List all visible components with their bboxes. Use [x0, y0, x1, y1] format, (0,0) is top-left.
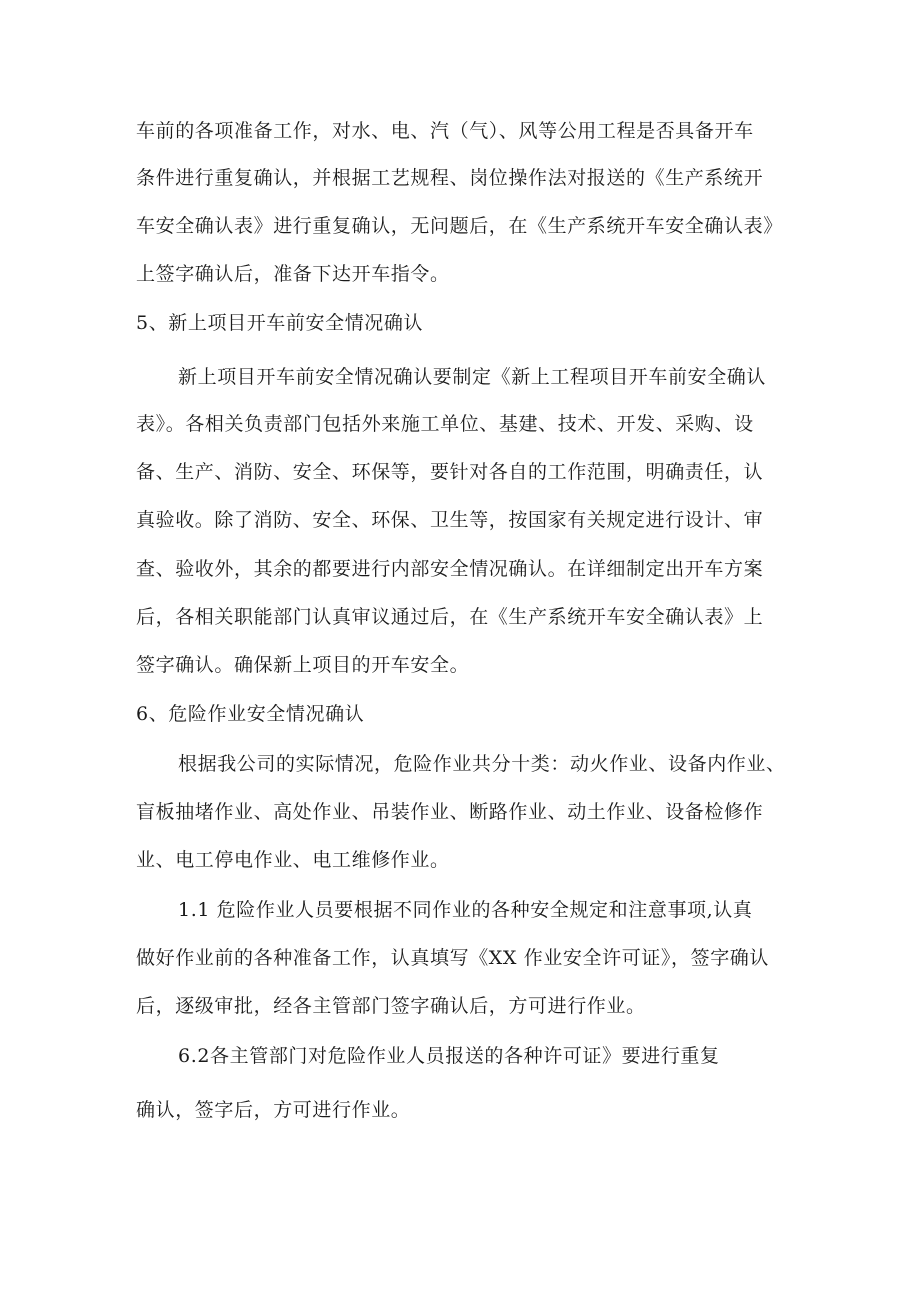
paragraph-line: 后，逐级审批，经各主管部门签字确认后，方可进行作业。	[136, 995, 646, 1017]
paragraph-line: 后，各相关职能部门认真审议通过后，在《生产系统开车安全确认表》上	[136, 606, 764, 628]
paragraph-line: 车安全确认表》进行重复确认，无问题后，在《生产系统开车安全确认表》	[136, 215, 783, 237]
paragraph-line: 备、生产、消防、安全、环保等，要针对各自的工作范围，明确责任，认	[136, 461, 764, 483]
paragraph-line: 确认，签字后，方可进行作业。	[136, 1099, 411, 1121]
paragraph-line: 做好作业前的各种准备工作，认真填写《XX 作业安全许可证》，签字确认	[136, 947, 769, 969]
paragraph-line: 条件进行重复确认，并根据工艺规程、岗位操作法对报送的《生产系统开	[136, 167, 764, 189]
paragraph-line: 车前的各项准备工作，对水、电、汽（气）、风等公用工程是否具备开车	[136, 120, 754, 142]
paragraph-line: 签字确认。确保新上项目的开车安全。	[136, 654, 470, 676]
paragraph-line: 业、电工停电作业、电工维修作业。	[136, 849, 450, 871]
paragraph-line: 6.2各主管部门对危险作业人员报送的各种许可证》要进行重复	[178, 1045, 720, 1067]
paragraph-line: 1.1 危险作业人员要根据不同作业的各种安全规定和注意事项,认真	[178, 899, 753, 921]
paragraph-line: 表》。各相关负责部门包括外来施工单位、基建、技术、开发、采购、设	[136, 413, 754, 435]
section-heading-6: 6、危险作业安全情况确认	[136, 703, 365, 725]
paragraph-line: 查、验收外，其余的都要进行内部安全情况确认。在详细制定出开车方案	[136, 558, 764, 580]
paragraph-line: 新上项目开车前安全情况确认要制定《新上工程项目开车前安全确认	[178, 366, 767, 388]
section-heading-5: 5、新上项目开车前安全情况确认	[136, 312, 424, 334]
paragraph-line: 真验收。除了消防、安全、环保、卫生等，按国家有关规定进行设计、审	[136, 509, 764, 531]
paragraph-line: 盲板抽堵作业、高处作业、吊装作业、断路作业、动土作业、设备检修作	[136, 801, 764, 823]
paragraph-line: 上签字确认后，准备下达开车指令。	[136, 263, 450, 285]
paragraph-line: 根据我公司的实际情况，危险作业共分十类：动火作业、设备内作业、	[178, 753, 786, 775]
